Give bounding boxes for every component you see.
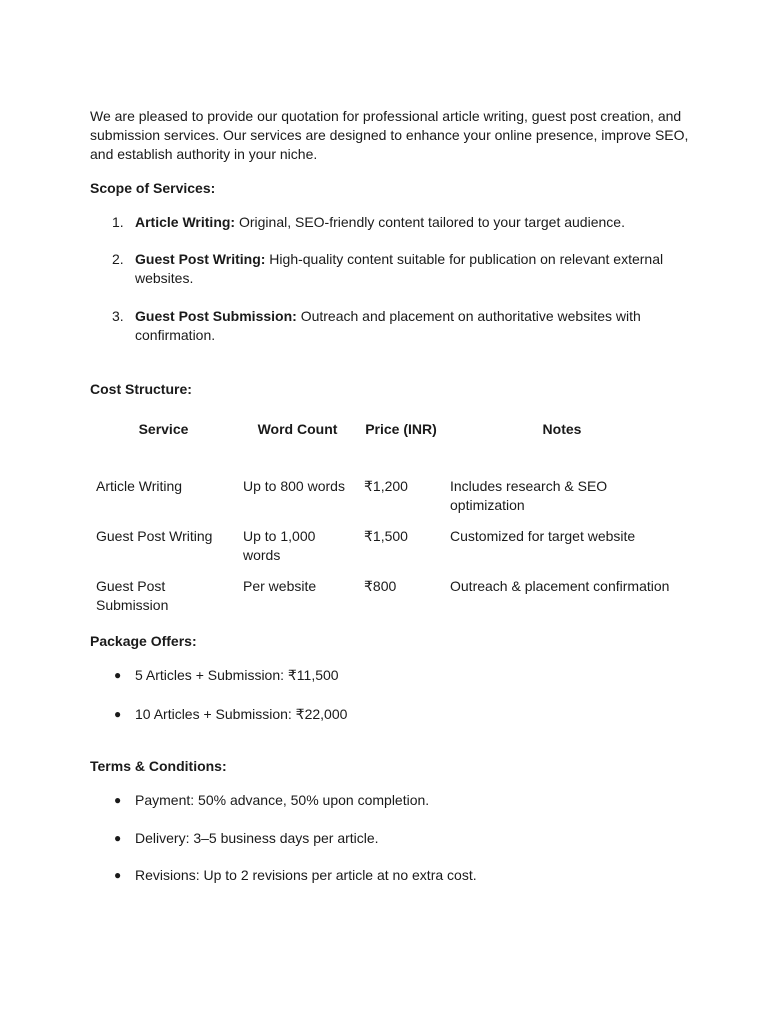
terms-item-text: Delivery: 3–5 business days per article. xyxy=(135,830,379,846)
cost-table xyxy=(90,412,680,621)
cell-price: ₹800 xyxy=(364,578,397,594)
cost-heading: Cost Structure: xyxy=(90,381,192,397)
terms-item-text: Revisions: Up to 2 revisions per article at no extra cost. xyxy=(135,867,477,883)
intro-paragraph: We are pleased to provide our quotation for professional article writing, guest post creation, and submission services. Our services are designed to enhance your online presence, improve SEO, and establish authority in your niche. xyxy=(90,108,689,162)
scope-item-text: High-quality content suitable for publication on relevant external websites. xyxy=(135,251,664,286)
scope-list-item xyxy=(90,213,690,232)
scope-list-item xyxy=(90,250,690,288)
list-number: 2. xyxy=(112,251,124,267)
scope-item-text: Outreach and placement on authoritative websites with confirmation. xyxy=(135,308,641,343)
bullet-icon: ● xyxy=(114,707,122,721)
list-number: 3. xyxy=(112,308,124,324)
package-list-item xyxy=(90,705,690,724)
scope-item-lead: Guest Post Submission: xyxy=(135,308,297,324)
bullet-icon: ● xyxy=(114,831,122,845)
cell-word-count: Up to 800 words xyxy=(243,478,345,494)
cell-notes: Customized for target website xyxy=(450,528,636,544)
terms-list-item xyxy=(90,829,690,848)
cell-word-count: Up to 1,000 words xyxy=(243,528,316,563)
cell-word-count: Per website xyxy=(243,578,317,594)
scope-list-item xyxy=(90,307,690,345)
bullet-icon: ● xyxy=(114,668,122,682)
table-row xyxy=(90,571,680,621)
terms-heading: Terms & Conditions: xyxy=(90,758,227,774)
terms-list-item xyxy=(90,791,690,810)
column-header-price: Price (INR) xyxy=(365,421,437,437)
bullet-icon: ● xyxy=(114,793,122,807)
cell-notes: Includes research & SEO optimization xyxy=(450,478,608,513)
cell-price: ₹1,200 xyxy=(364,478,408,494)
scope-item-body xyxy=(135,213,675,232)
cell-service: Article Writing xyxy=(96,478,183,494)
cell-price: ₹1,500 xyxy=(364,528,408,544)
scope-item-lead: Guest Post Writing: xyxy=(135,251,266,267)
cell-service: Guest Post Submission xyxy=(96,578,169,613)
packages-heading: Package Offers: xyxy=(90,633,197,649)
package-list-item xyxy=(90,666,690,685)
package-item-text: 10 Articles + Submission: ₹22,000 xyxy=(135,706,348,722)
scope-item-lead: Article Writing: xyxy=(135,214,236,230)
column-header-service: Service xyxy=(138,421,189,437)
list-number: 1. xyxy=(112,214,124,230)
table-header-row xyxy=(90,412,680,471)
table-row xyxy=(90,471,680,521)
terms-item-text: Payment: 50% advance, 50% upon completion. xyxy=(135,792,430,808)
package-item-text: 5 Articles + Submission: ₹11,500 xyxy=(135,667,339,683)
cell-service: Guest Post Writing xyxy=(96,528,213,544)
column-header-word-count: Word Count xyxy=(257,421,338,437)
cell-notes: Outreach & placement confirmation xyxy=(450,578,670,594)
scope-item-body xyxy=(135,250,675,288)
scope-item-text: Original, SEO-friendly content tailored to your target audience. xyxy=(235,214,625,230)
terms-list-item xyxy=(90,866,690,885)
scope-item-body xyxy=(135,307,675,345)
table-row xyxy=(90,521,680,571)
column-header-notes: Notes xyxy=(542,421,582,437)
bullet-icon: ● xyxy=(114,868,122,882)
scope-heading: Scope of Services: xyxy=(90,180,216,196)
